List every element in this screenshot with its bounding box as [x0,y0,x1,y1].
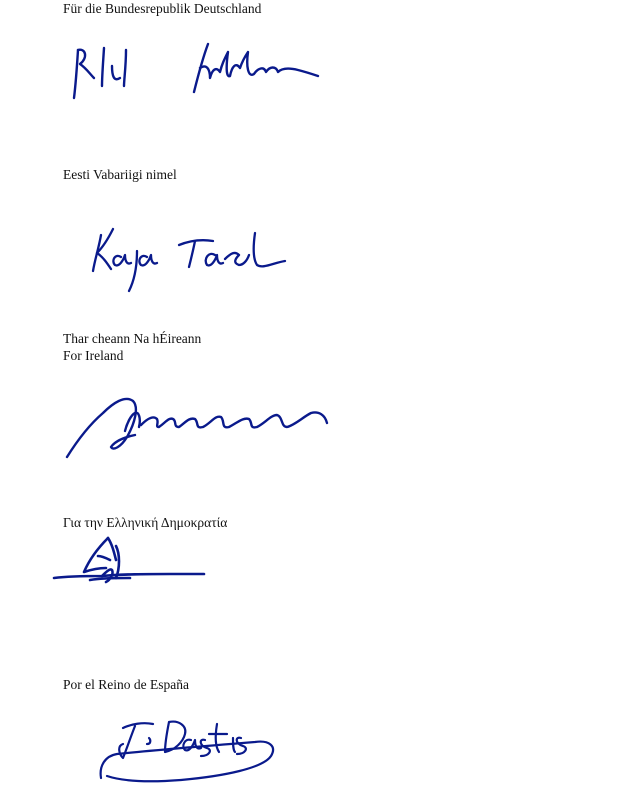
label-line: Für die Bundesrepublik Deutschland [63,1,262,16]
label-line: Για την Ελληνική Δημοκρατία [63,515,228,530]
signatory-label-germany [63,0,261,17]
signature-germany [60,38,340,108]
label-line: Eesti Vabariigi nimel [63,167,177,182]
signatory-label-spain [63,676,189,693]
label-line: Por el Reino de España [63,677,189,692]
signatory-label-estonia [63,166,177,183]
signature-greece [50,528,220,588]
label-line: For Ireland [63,348,124,363]
signature-ireland [55,385,355,475]
signature-estonia [85,215,305,295]
signature-spain [95,710,295,790]
label-line: Thar cheann Na hÉireann [63,331,202,346]
signatory-label-ireland [63,330,201,364]
